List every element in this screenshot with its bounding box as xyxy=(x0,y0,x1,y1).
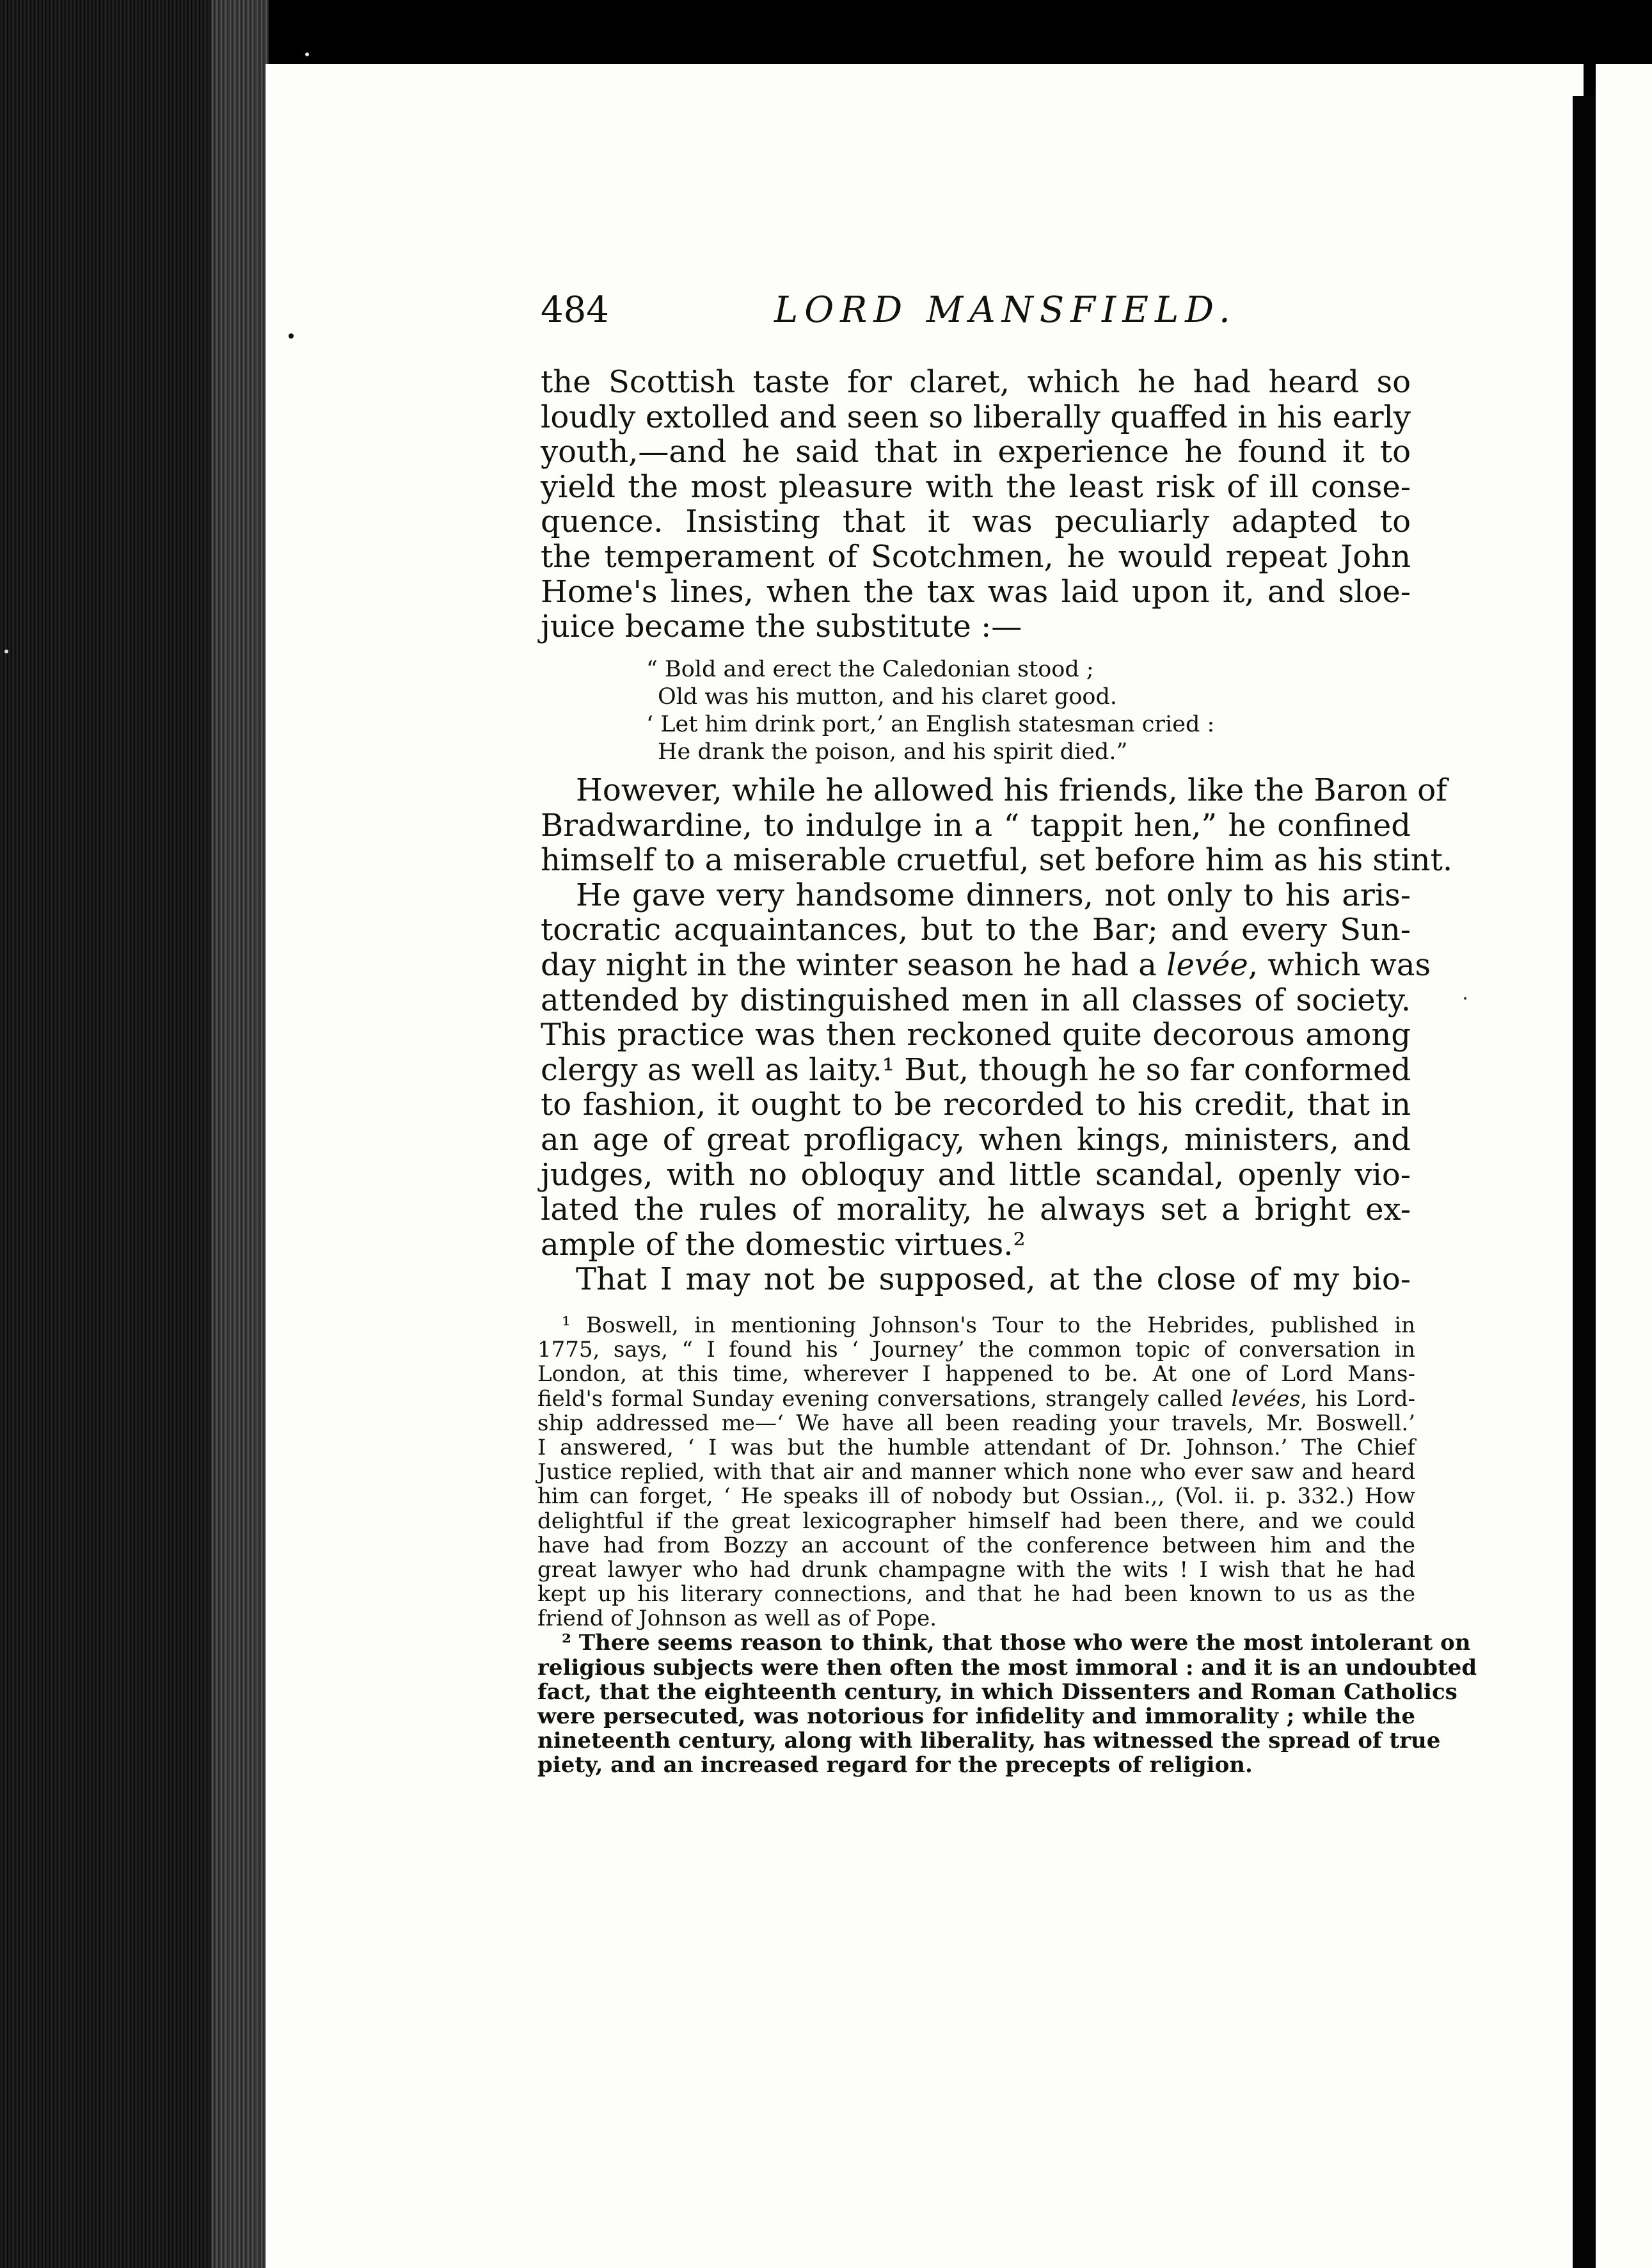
footnote-line: piety, and an increased regard for the precepts of religion. xyxy=(537,1752,1253,1778)
text-line: lated the rules of morality, he always set a bright ex- xyxy=(541,1192,1411,1228)
footnote-line: London, at this time, wherever I happened to be. At one of Lord Mans- xyxy=(537,1361,1415,1387)
main-text-continued xyxy=(541,772,1453,1298)
footnote-line: ship addressed me—‘ We have all been reading your travels, Mr. Boswell.’ xyxy=(537,1410,1415,1436)
footnote-line: delightful if the great lexicographer himself had been there, and we could xyxy=(537,1508,1415,1534)
verse-line: He drank the poison, and his spirit died.” xyxy=(658,739,1128,765)
facing-page-strip xyxy=(1596,64,1652,2268)
footnote-line: friend of Johnson as well as of Pope. xyxy=(537,1606,937,1632)
verse-line: Old was his mutton, and his claret good. xyxy=(658,684,1118,710)
footnote-line: have had from Bozzy an account of the conference between him and the xyxy=(537,1532,1415,1558)
footnote-line: were persecuted, was notorious for infidelity and immorality ; while the xyxy=(537,1704,1415,1729)
text-segment: day night in the winter season he had a xyxy=(541,946,1167,983)
footnote-line: nineteenth century, along with liberality, has witnessed the spread of true xyxy=(537,1728,1441,1754)
text-line-with-italic xyxy=(541,946,1431,983)
text-segment: field's formal Sunday evening conversations, strangely called xyxy=(537,1386,1232,1412)
text-line: to fashion, it ought to be recorded to his credit, that in xyxy=(541,1087,1411,1123)
footnote-line-with-italic xyxy=(537,1387,1415,1411)
text-line: clergy as well as laity.¹ But, though he so far conformed xyxy=(541,1051,1411,1088)
footnote-line: him can forget, ‘ He speaks ill of nobody but Ossian.,, (Vol. ii. p. 332.) How xyxy=(537,1483,1415,1510)
footnote-line: ¹ Boswell, in mentioning Johnson's Tour to the Hebrides, published in xyxy=(562,1313,1415,1338)
text-line: tocratic acquaintances, but to the Bar; and every Sun- xyxy=(541,912,1411,948)
text-line: That I may not be supposed, at the close of my bio- xyxy=(576,1261,1411,1298)
paragraph-claret xyxy=(541,365,1411,644)
page-number: 484 xyxy=(541,289,609,331)
text-line: Home's lines, when the tax was laid upon it, and sloe- xyxy=(541,573,1411,610)
text-segment: , his Lord- xyxy=(1300,1386,1415,1412)
text-line: He gave very handsome dinners, not only to his aris- xyxy=(576,877,1411,913)
text-line: yield the most pleasure with the least risk of ill conse- xyxy=(541,468,1411,505)
text-line: juice became the substitute :— xyxy=(541,609,1022,645)
text-line: However, while he allowed his friends, like the Baron of xyxy=(576,772,1447,808)
text-line: judges, with no obloquy and little scandal, openly vio- xyxy=(541,1156,1411,1193)
text-line: himself to a miserable cruetful, set before him as his stint. xyxy=(541,842,1453,879)
footnote-line: religious subjects were then often the most immoral : and it is an undoubted xyxy=(537,1654,1477,1681)
text-line: quence. Insisting that it was peculiarly adapted to xyxy=(541,504,1411,540)
text-line: the Scottish taste for claret, which he had heard so xyxy=(541,364,1411,400)
footnote-line: I answered, ‘ I was but the humble attendant of Dr. Johnson.’ The Chief xyxy=(537,1434,1415,1460)
footnote-line: 1775, says, “ I found his ‘ Journey’ the common topic of conversation in xyxy=(537,1337,1415,1363)
scan-speck xyxy=(305,52,309,56)
verse-line: ‘ Let him drink port,’ an English statesman cried : xyxy=(646,712,1215,737)
text-line: Bradwardine, to indulge in a “ tappit hen,” he confined xyxy=(541,807,1411,843)
italic-word-levee: levée xyxy=(1166,946,1248,983)
footnote-line: Justice replied, with that air and manner which none who ever saw and heard xyxy=(537,1459,1415,1485)
running-header xyxy=(541,282,1411,339)
text-line: an age of great profligacy, when kings, ministers, and xyxy=(541,1121,1411,1158)
text-line: loudly extolled and seen so liberally quaffed in his early xyxy=(541,399,1411,435)
text-line: ample of the domestic virtues.² xyxy=(541,1226,1026,1263)
text-line: attended by distinguished men in all classes of society. xyxy=(541,982,1411,1018)
footnotes xyxy=(537,1313,1477,1778)
footnote-line: great lawyer who had drunk champagne with the wits ! I wish that he had xyxy=(537,1556,1415,1583)
footnote-line: ² There seems reason to think, that those who were the most intolerant on xyxy=(562,1630,1471,1656)
quoted-verse xyxy=(646,656,1222,766)
italic-word-levees: levées xyxy=(1231,1386,1301,1412)
running-title: LORD MANSFIELD. xyxy=(774,289,1237,331)
footnote-line: fact, that the eighteenth century, in which Dissenters and Roman Catholics xyxy=(537,1679,1457,1705)
text-line: youth,—and he said that in experience he found it to xyxy=(541,434,1411,470)
text-segment: , which was xyxy=(1248,946,1431,983)
footnote-line: kept up his literary connections, and that he had been known to us as the xyxy=(537,1581,1415,1608)
page-edge-shading xyxy=(211,0,269,2268)
text-line: the temperament of Scotchmen, he would repeat John xyxy=(541,538,1411,575)
text-line: This practice was then reckoned quite decorous among xyxy=(541,1017,1411,1053)
facing-page-gutter xyxy=(1573,96,1596,2268)
verse-line: “ Bold and erect the Caledonian stood ; xyxy=(646,657,1094,682)
